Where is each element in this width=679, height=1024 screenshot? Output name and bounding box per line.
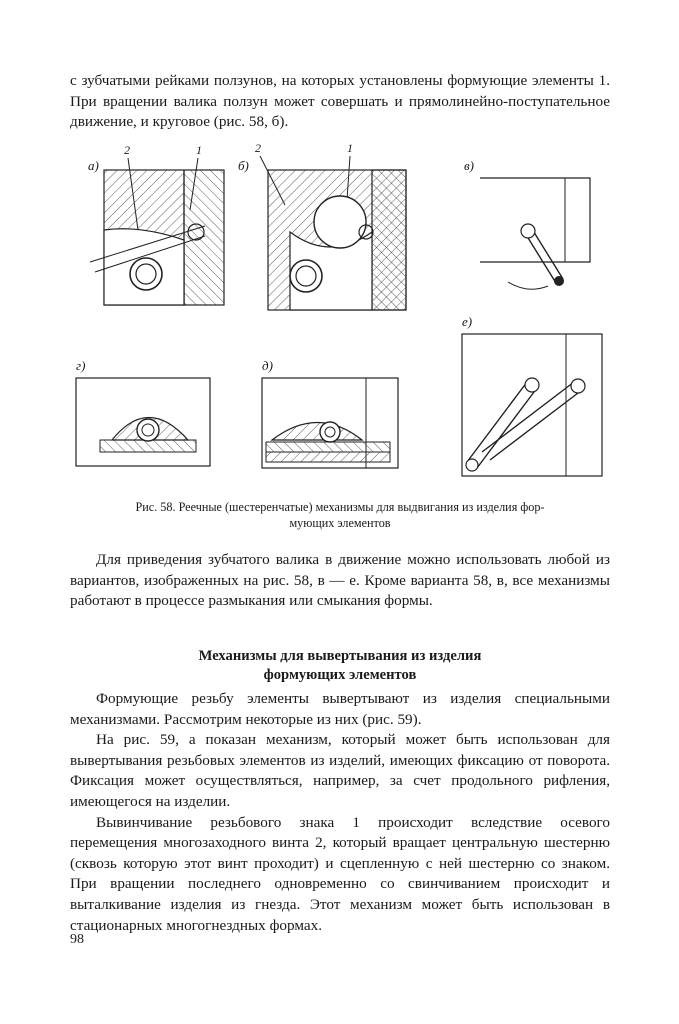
heading-line-1: Механизмы для вывертывания из изделия xyxy=(198,648,482,664)
label-num1-a: 1 xyxy=(196,143,202,157)
paragraph-2: Для приведения зубчатого валика в движение можно использовать любой из вариантов, изображенных на рис. 58, в — е. Кроме варианта 58, в, все механизмы работают в процессе размыкания или смыкания формы. xyxy=(70,551,610,610)
label-d: д) xyxy=(262,358,273,373)
label-num1-b: 1 xyxy=(347,141,353,155)
label-v: в) xyxy=(464,158,474,173)
label-a: а) xyxy=(88,158,99,173)
caption-line-2: мующих элементов xyxy=(289,516,391,530)
figure-part-g xyxy=(76,358,210,466)
heading-line-2: формующих элементов xyxy=(263,667,417,683)
paragraph-4: На рис. 59, а показан механизм, который может быть использован для вывертывания резьбовых элементов из изделий, имеющих фиксацию от поворота. Фиксация может осуществляться, например, за счет продольного рифления, имеющегося на изделии. xyxy=(70,731,610,810)
figure-part-v xyxy=(464,158,590,289)
body-text xyxy=(70,689,610,936)
label-b: б) xyxy=(238,158,249,173)
label-g: г) xyxy=(76,358,86,373)
figure-caption xyxy=(70,499,610,531)
paragraph-5: Вывинчивание резьбового знака 1 происходит вследствие осевого перемещения многозаходного винта 2, который вращает центральную шестерню (сквозь которую этот винт проходит) и сцепленную с ней шестерню со знаком. При вращении последнего одновременно со свинчиванием происходит и выталкивание изделия из гнезда. Этот механизм может быть использован в стационарных многогнездных формах. xyxy=(70,813,610,934)
paragraph-3: Формующие резьбу элементы вывертывают из изделия специальными механизмами. Рассмотрим некоторые из них (рис. 59). xyxy=(70,690,610,728)
figure-part-b xyxy=(238,141,406,310)
label-num2-a: 2 xyxy=(124,143,130,157)
figure-part-d xyxy=(262,358,398,468)
top-paragraph: с зубчатыми рейками ползунов, на которых установлены формующие элементы 1. При вращении валика ползун может совершать и прямолинейно-поступательное движение, и круговое (рис. 58, б). xyxy=(70,72,610,131)
label-num2-b: 2 xyxy=(255,141,261,155)
page-number: 98 xyxy=(70,932,84,947)
figure-part-e xyxy=(462,314,602,476)
label-e: е) xyxy=(462,314,473,329)
section-heading xyxy=(70,647,610,685)
figure-part-a xyxy=(88,143,224,305)
caption-line-1: Рис. 58. Реечные (шестеренчатые) механизмы для выдвигания из изделия фор- xyxy=(135,500,545,514)
